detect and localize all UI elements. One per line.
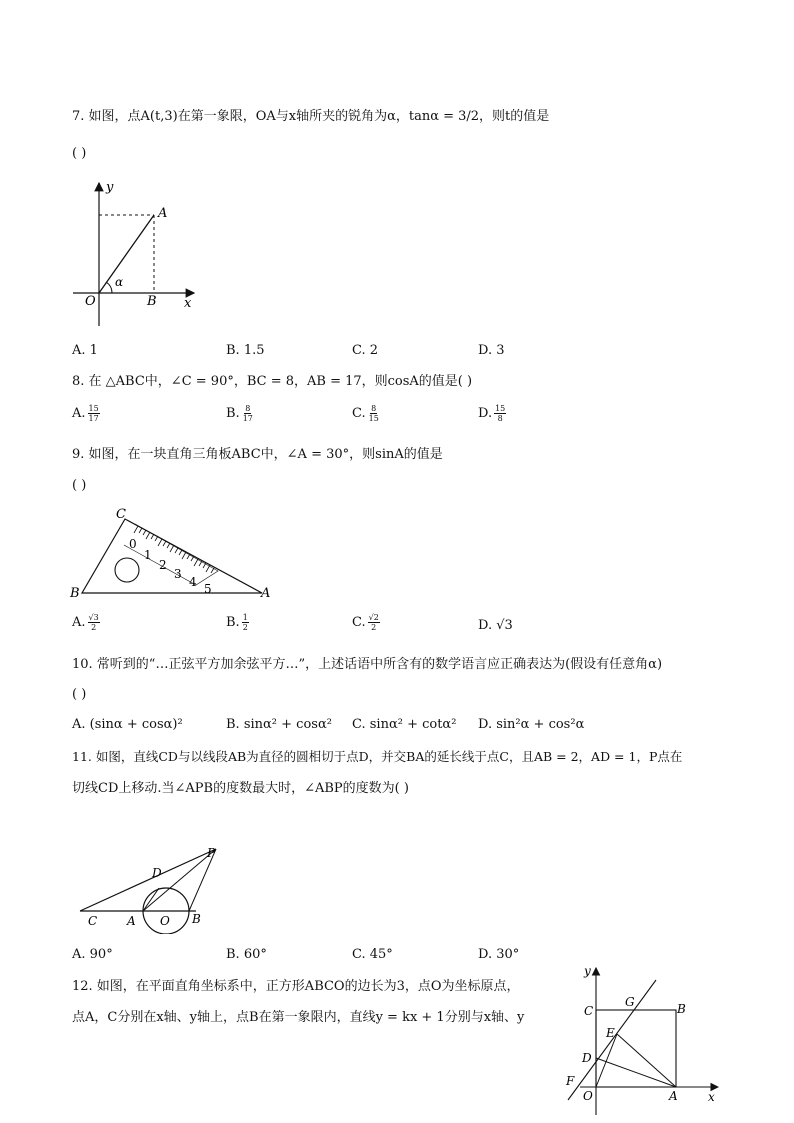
triangle-hole — [115, 558, 139, 582]
tangent-line-cd — [80, 849, 216, 911]
q9-option-d: D. √3 — [478, 618, 513, 633]
ruler-tick-4: 4 — [189, 575, 197, 589]
label-a: A — [127, 914, 136, 928]
label-a: A — [669, 1089, 678, 1103]
q8-option-b: B. $\frac{8}{17}$ — [226, 404, 253, 423]
q9-option-b: B. $\frac{1}{2}$ — [226, 613, 248, 632]
label-e: E — [606, 1026, 615, 1040]
segment-oe — [596, 1034, 617, 1087]
ruler-tick-0: 0 — [129, 537, 137, 551]
square-abco — [596, 1010, 676, 1087]
segment-oa — [99, 215, 154, 293]
q12-figure — [560, 960, 730, 1120]
label-b: B — [192, 912, 201, 926]
label-b: B — [147, 294, 157, 309]
label-x: x — [708, 1090, 715, 1104]
q11-option-c: C. 45° — [352, 947, 393, 962]
q7-text: 7. 如图，点A(t,3)在第一象限，OA与x轴所夹的锐角为α，tanα = 3/2，则t的值是 — [72, 109, 550, 124]
q10-option-c: C. sinα² + cotα² — [352, 717, 457, 732]
q9-answer-paren: ( ) — [72, 478, 87, 493]
label-o: O — [160, 914, 170, 928]
q9-option-c: C. $\frac{√2}{2}$ — [352, 613, 379, 632]
label-b: B — [677, 1002, 686, 1016]
q7-answer-paren: ( ) — [72, 146, 87, 161]
q10-option-a: A. (sinα + cosα)² — [72, 717, 183, 732]
q7-option-c: C. 2 — [352, 343, 379, 358]
q7-figure — [68, 176, 208, 331]
q8-text: 8. 在 △ABC中，∠C = 90°，BC = 8，AB = 17，则cosA的值是( ) — [72, 374, 473, 389]
label-a: A — [261, 586, 271, 601]
q10-option-b: B. sinα² + cosα² — [226, 717, 332, 732]
label-c: C — [584, 1004, 594, 1018]
label-p: P — [207, 846, 216, 860]
q11-option-a: A. 90° — [72, 947, 113, 962]
ruler-tick-2: 2 — [159, 558, 167, 572]
label-o: O — [85, 294, 96, 309]
q9-option-a: A. $\frac{√3}{2}$ — [72, 613, 99, 632]
label-b: B — [70, 586, 80, 601]
alpha-arc — [106, 282, 112, 293]
q7-option-d: D. 3 — [478, 343, 505, 358]
q12-text-line1: 12. 如图，在平面直角坐标系中，正方形ABCO的边长为3，点O为坐标原点， — [72, 979, 520, 994]
ruler-tick-5: 5 — [204, 582, 212, 596]
label-o: O — [583, 1089, 593, 1103]
line-y-kx-1 — [568, 980, 656, 1100]
ruler-tick-1: 1 — [144, 548, 152, 562]
label-f: F — [566, 1074, 575, 1088]
q11-option-d: D. 30° — [478, 947, 520, 962]
q8-option-c: C. $\frac{8}{15}$ — [352, 404, 379, 423]
segment-ea — [617, 1034, 676, 1087]
label-alpha: α — [115, 275, 124, 289]
label-c: C — [116, 507, 126, 522]
label-c: C — [88, 914, 98, 928]
q7-option-a: A. 1 — [72, 343, 98, 358]
label-g: G — [625, 995, 635, 1009]
q11-figure — [76, 842, 226, 934]
q11-option-b: B. 60° — [226, 947, 267, 962]
label-y: y — [584, 964, 591, 978]
q8-option-a: A. $\frac{15}{17}$ — [72, 404, 99, 423]
segment-ap — [143, 849, 216, 911]
label-a: A — [158, 206, 168, 221]
q9-figure — [68, 503, 278, 603]
q9-text: 9. 如图，在一块直角三角板ABC中，∠A = 30°，则sinA的值是 — [72, 447, 443, 462]
q10-answer-paren: ( ) — [72, 687, 87, 702]
ruler-tick-3: 3 — [174, 567, 182, 581]
label-x: x — [184, 296, 192, 311]
q10-text: 10. 常听到的“…正弦平方加余弦平方…”，上述话语中所含有的数学语言应正确表达为(假设有任意角α) — [72, 657, 663, 672]
q11-text-line1: 11. 如图，直线CD与以线段AB为直径的圆相切于点D，并交BA的延长线于点C，且AB = 2，AD = 1，P点在 — [72, 749, 683, 764]
q11-text-line2: 切线CD上移动.当∠APB的度数最大时，∠ABP的度数为( ) — [72, 781, 409, 796]
q12-text-line2: 点A，C分别在x轴、y轴上，点B在第一象限内，直线y = kx + 1分别与x轴、y — [72, 1010, 525, 1025]
segment-da — [596, 1058, 676, 1087]
q7-option-b: B. 1.5 — [226, 343, 265, 358]
q8-option-d: D. $\frac{15}{8}$ — [478, 404, 506, 423]
label-d: D — [582, 1051, 592, 1065]
q10-option-d: D. sin²α + cos²α — [478, 717, 585, 732]
triangle-abc — [82, 519, 262, 593]
label-d: D — [152, 866, 162, 880]
label-y: y — [106, 180, 114, 195]
